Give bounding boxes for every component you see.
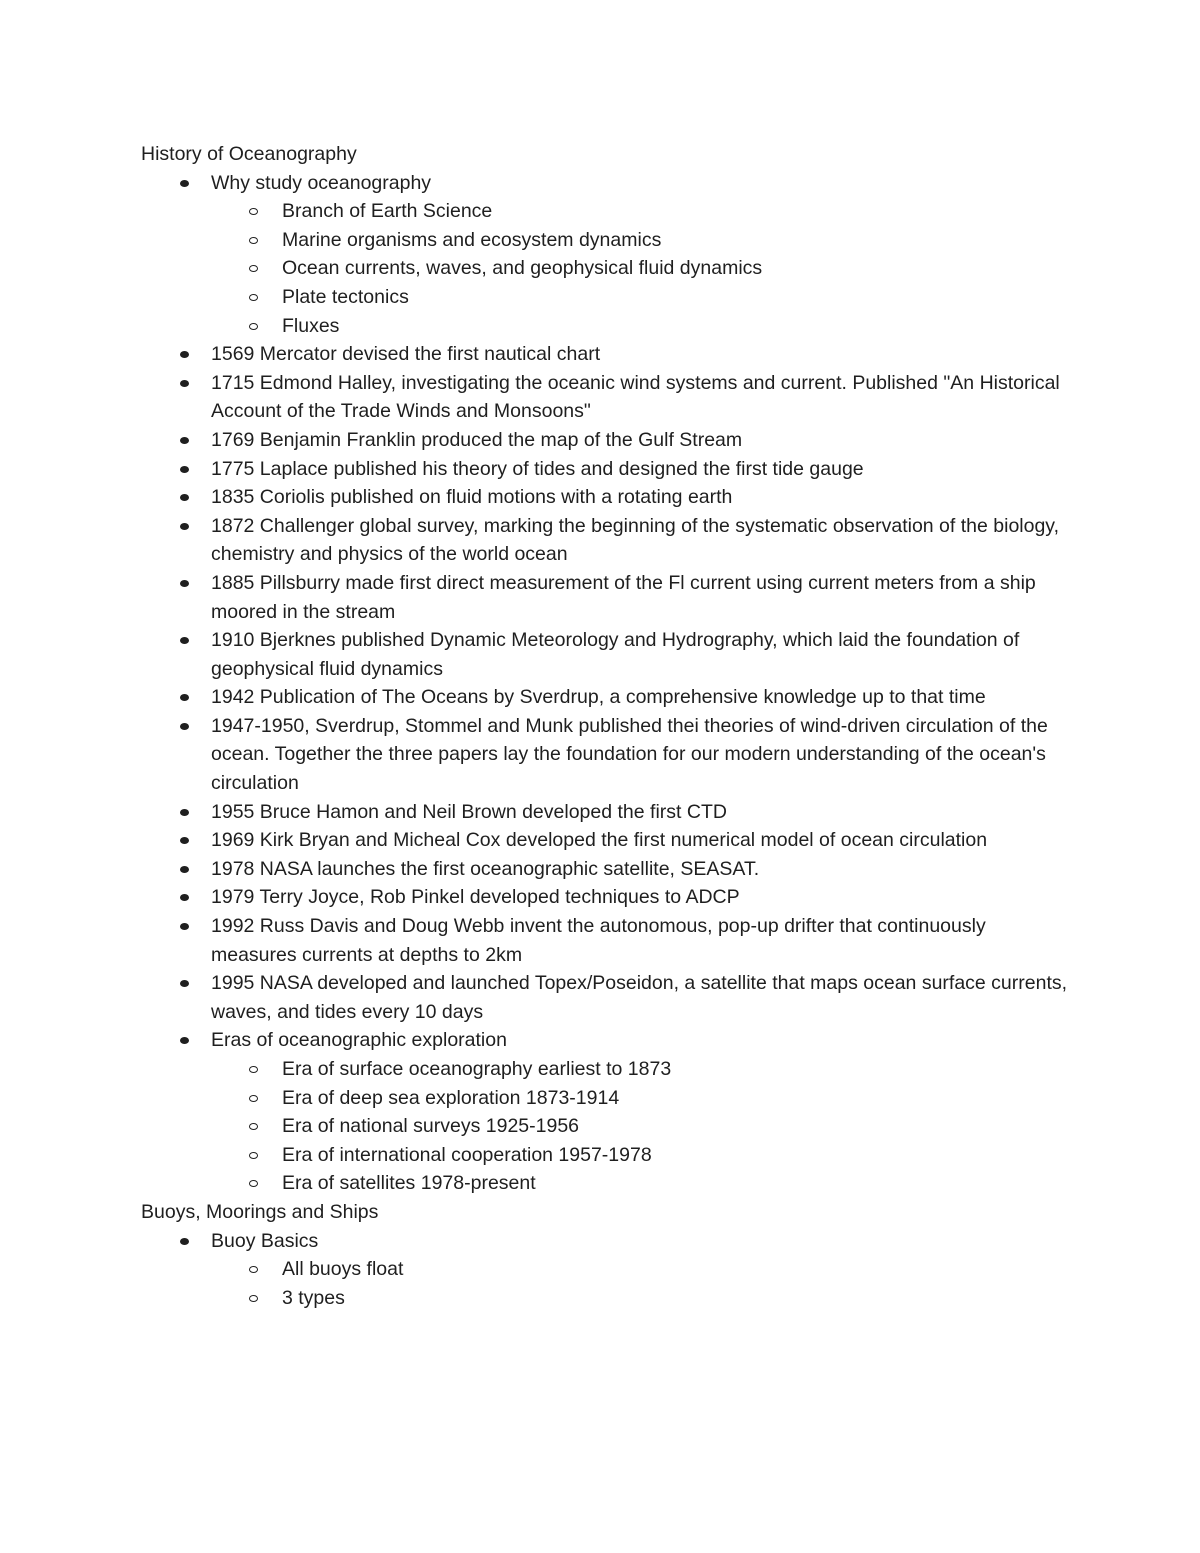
sub-list-item-text: Branch of Earth Science [282, 200, 493, 223]
sub-list-item-text: Era of deep sea exploration 1873-1914 [282, 1086, 620, 1109]
sub-list-item [211, 1141, 1071, 1170]
list-item-text: 1992 Russ Davis and Doug Webb invent the autonomous, pop-up drifter that continuously measures currents at depths to 2km [211, 915, 986, 966]
list-item-text: Eras of oceanographic exploration [211, 1029, 507, 1052]
hollow-bullet-icon [249, 1266, 258, 1273]
list-item [141, 855, 1071, 884]
list-item-text: 1942 Publication of The Oceans by Sverdrup, a comprehensive knowledge up to that time [211, 686, 986, 709]
filled-bullet-icon [180, 466, 189, 473]
hollow-bullet-icon [249, 237, 258, 244]
filled-bullet-icon [180, 351, 189, 358]
section-heading: History of Oceanography [141, 143, 357, 165]
list-item-text: 1947-1950, Sverdrup, Stommel and Munk published thei theories of wind-driven circulation of the ocean. Together the three papers lay the foundation for our modern understanding of the ocean's circulation [211, 714, 1048, 795]
sub-list-item [211, 283, 1071, 312]
list-item-text: Why study oceanography [211, 171, 432, 194]
list-item-text: Buoy Basics [211, 1229, 319, 1252]
list-item-text: 1872 Challenger global survey, marking the beginning of the systematic observation of the biology, chemistry and physics of the world ocean [211, 514, 1060, 566]
sub-bullet-list [211, 197, 1071, 340]
document-body [141, 140, 1071, 1312]
filled-bullet-icon [180, 694, 189, 701]
sub-list-item [211, 1055, 1071, 1084]
sub-list-item-text: Plate tectonics [282, 285, 409, 308]
list-item [141, 683, 1071, 712]
hollow-bullet-icon [249, 1123, 258, 1130]
hollow-bullet-icon [249, 1066, 258, 1073]
filled-bullet-icon [180, 494, 189, 501]
sub-bullet-list [211, 1255, 1071, 1312]
section-heading: Buoys, Moorings and Ships [141, 1200, 379, 1223]
list-item [141, 483, 1071, 512]
list-item [141, 826, 1071, 855]
sub-list-item-text: 3 types [282, 1286, 345, 1309]
hollow-bullet-icon [249, 323, 258, 330]
list-item-text: 1775 Laplace published his theory of tides and designed the first tide gauge [211, 457, 864, 480]
hollow-bullet-icon [249, 294, 258, 301]
list-item-text: 1569 Mercator devised the first nautical chart [211, 343, 601, 366]
list-item [141, 569, 1071, 626]
sub-list-item [211, 197, 1071, 226]
bullet-list [141, 1227, 1071, 1313]
list-item [141, 969, 1071, 1026]
filled-bullet-icon [180, 923, 189, 930]
sub-list-item-text: All buoys float [282, 1258, 404, 1281]
list-item-text: 1979 Terry Joyce, Rob Pinkel developed techniques to ADCP [211, 886, 740, 909]
list-item-text: 1885 Pillsburry made first direct measurement of the Fl current using current meters from a ship moored in the stream [211, 571, 1036, 623]
list-item-text: 1769 Benjamin Franklin produced the map of the Gulf Stream [211, 428, 743, 451]
list-item [141, 712, 1071, 798]
list-item [141, 1227, 1071, 1313]
sub-list-item-text: Era of international cooperation 1957-1978 [282, 1143, 652, 1166]
filled-bullet-icon [180, 837, 189, 844]
list-item [141, 1026, 1071, 1198]
sub-list-item [211, 254, 1071, 283]
filled-bullet-icon [180, 523, 189, 530]
list-item [141, 369, 1071, 426]
filled-bullet-icon [180, 809, 189, 816]
sub-list-item-text: Era of national surveys 1925-1956 [282, 1115, 580, 1138]
filled-bullet-icon [180, 723, 189, 730]
hollow-bullet-icon [249, 1180, 258, 1187]
filled-bullet-icon [180, 580, 189, 587]
list-item-text: 1978 NASA launches the first oceanographic satellite, SEASAT. [211, 857, 760, 880]
filled-bullet-icon [180, 1037, 189, 1044]
list-item [141, 169, 1071, 341]
list-item [141, 426, 1071, 455]
sub-list-item [211, 1112, 1071, 1141]
filled-bullet-icon [180, 437, 189, 444]
sub-list-item-text: Era of surface oceanography earliest to 1873 [282, 1058, 672, 1080]
list-item [141, 340, 1071, 369]
list-item-text: 1715 Edmond Halley, investigating the oceanic wind systems and current. Published "An Historical Account of the Trade Winds and Monsoons" [211, 371, 1060, 423]
list-item [141, 626, 1071, 683]
hollow-bullet-icon [249, 1295, 258, 1302]
list-item-text: 1910 Bjerknes published Dynamic Meteorology and Hydrography, which laid the foundation of geophysical fluid dynamics [211, 629, 1020, 680]
sub-list-item [211, 1169, 1071, 1198]
sub-list-item [211, 312, 1071, 341]
filled-bullet-icon [180, 637, 189, 644]
filled-bullet-icon [180, 866, 189, 873]
sub-list-item-text: Marine organisms and ecosystem dynamics [282, 228, 662, 251]
filled-bullet-icon [180, 180, 189, 187]
sub-bullet-list [211, 1055, 1071, 1198]
sub-list-item-text: Era of satellites 1978-present [282, 1172, 536, 1195]
bullet-list [141, 169, 1071, 1198]
list-item-text: 1995 NASA developed and launched Topex/Poseidon, a satellite that maps ocean surface currents, waves, and tides every 10 days [211, 972, 1068, 1023]
sub-list-item [211, 1255, 1071, 1284]
list-item [141, 512, 1071, 569]
sub-list-item-text: Fluxes [282, 314, 340, 337]
filled-bullet-icon [180, 380, 189, 387]
sub-list-item [211, 1284, 1071, 1313]
filled-bullet-icon [180, 894, 189, 901]
list-item [141, 455, 1071, 484]
hollow-bullet-icon [249, 265, 258, 272]
list-item-text: 1969 Kirk Bryan and Micheal Cox developed the first numerical model of ocean circulation [211, 829, 988, 852]
sub-list-item-text: Ocean currents, waves, and geophysical fluid dynamics [282, 257, 763, 280]
list-item [141, 798, 1071, 827]
list-item-text: 1835 Coriolis published on fluid motions with a rotating earth [211, 486, 733, 509]
sub-list-item [211, 1084, 1071, 1113]
hollow-bullet-icon [249, 1095, 258, 1102]
filled-bullet-icon [180, 980, 189, 987]
sub-list-item [211, 226, 1071, 255]
filled-bullet-icon [180, 1238, 189, 1245]
list-item [141, 912, 1071, 969]
list-item [141, 883, 1071, 912]
hollow-bullet-icon [249, 208, 258, 215]
hollow-bullet-icon [249, 1152, 258, 1159]
list-item-text: 1955 Bruce Hamon and Neil Brown developed the first CTD [211, 800, 727, 823]
